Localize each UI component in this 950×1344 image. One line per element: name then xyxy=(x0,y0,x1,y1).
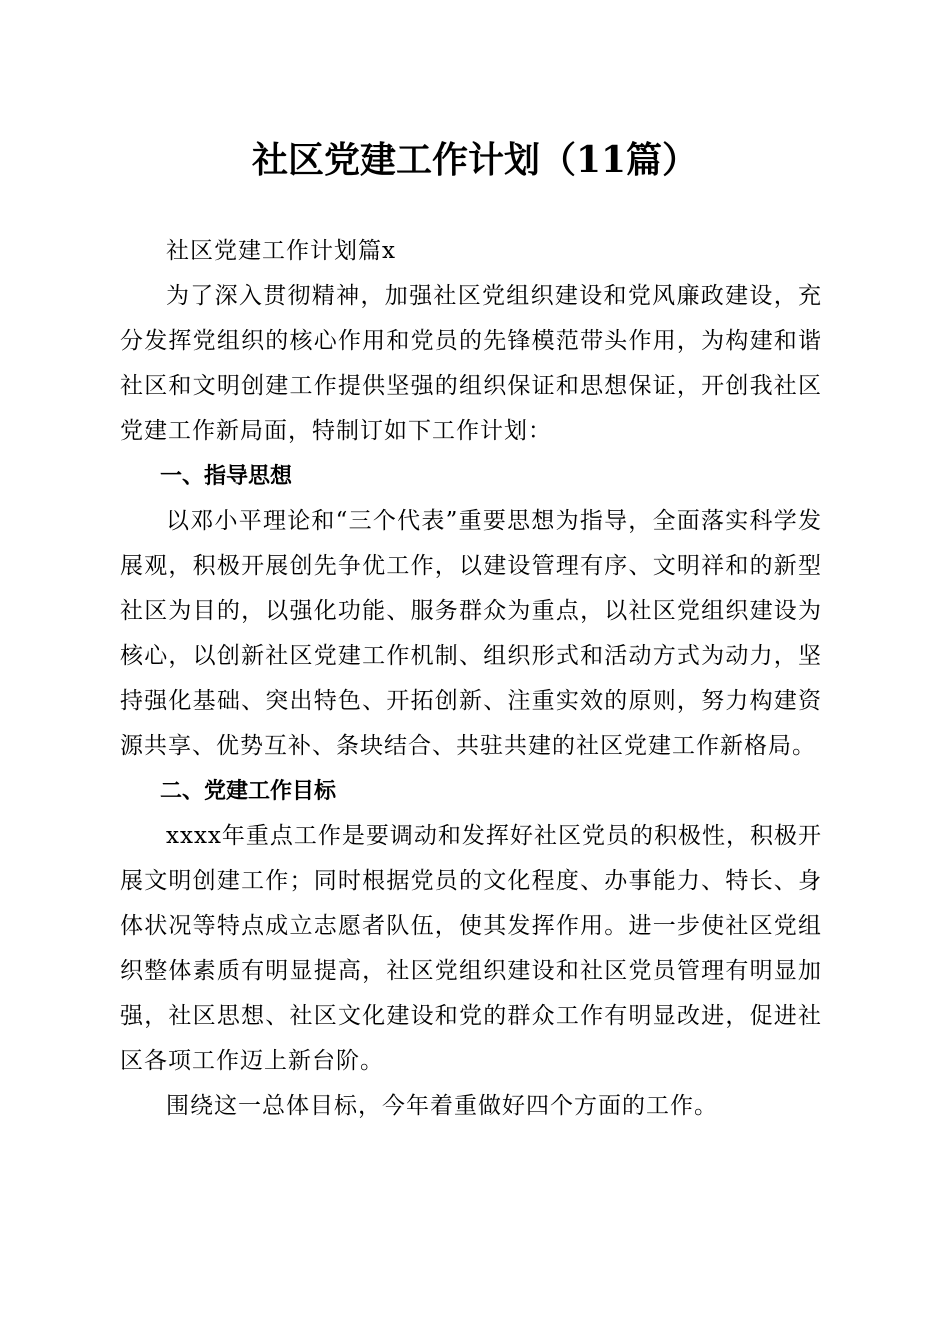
section-heading-work-goals: 二、党建工作目标 xyxy=(160,779,337,804)
work-goals-paragraph: xxxx年重点工作是要调动和发挥好社区党员的积极性，积极开展文明创建工作；同时根据党员的文化程度、办事能力、特长、身体状况等特点成立志愿者队伍，使其发挥作用。进一步使社区党组织整体素质有明显提高，社区党组织建设和社区党员管理有明显加强，社区思想、社区文化建设和党的群众工作有明显改进，促进社区各项工作迈上新台阶。 xyxy=(120,823,822,1074)
guiding-ideology-paragraph: 以邓小平理论和“三个代表”重要思想为指导，全面落实科学发展观，积极开展创先争优工作，以建设管理有序、文明祥和的新型社区为目的，以强化功能、服务群众为重点，以社区党组织建设为核心，以创新社区党建工作机制、组织形式和活动方式为动力，坚持强化基础、突出特色、开拓创新、注重实效的原则，努力构建资源共享、优势互补、条块结合、共驻共建的社区党建工作新格局。 xyxy=(120,508,822,759)
document-title: 社区党建工作计划（11篇） xyxy=(251,139,699,181)
document-body xyxy=(120,229,822,1129)
plan-subtitle: 社区党建工作计划篇x xyxy=(166,238,396,264)
intro-paragraph: 为了深入贯彻精神，加强社区党组织建设和党风廉政建设，充分发挥党组织的核心作用和党员的先锋模范带头作用，为构建和谐社区和文明创建工作提供坚强的组织保证和思想保证，开创我社区党建工作新局面，特制订如下工作计划： xyxy=(120,283,822,444)
closing-paragraph: 围绕这一总体目标，今年着重做好四个方面的工作。 xyxy=(166,1093,718,1119)
section-heading-guiding-ideology: 一、指导思想 xyxy=(160,464,293,489)
